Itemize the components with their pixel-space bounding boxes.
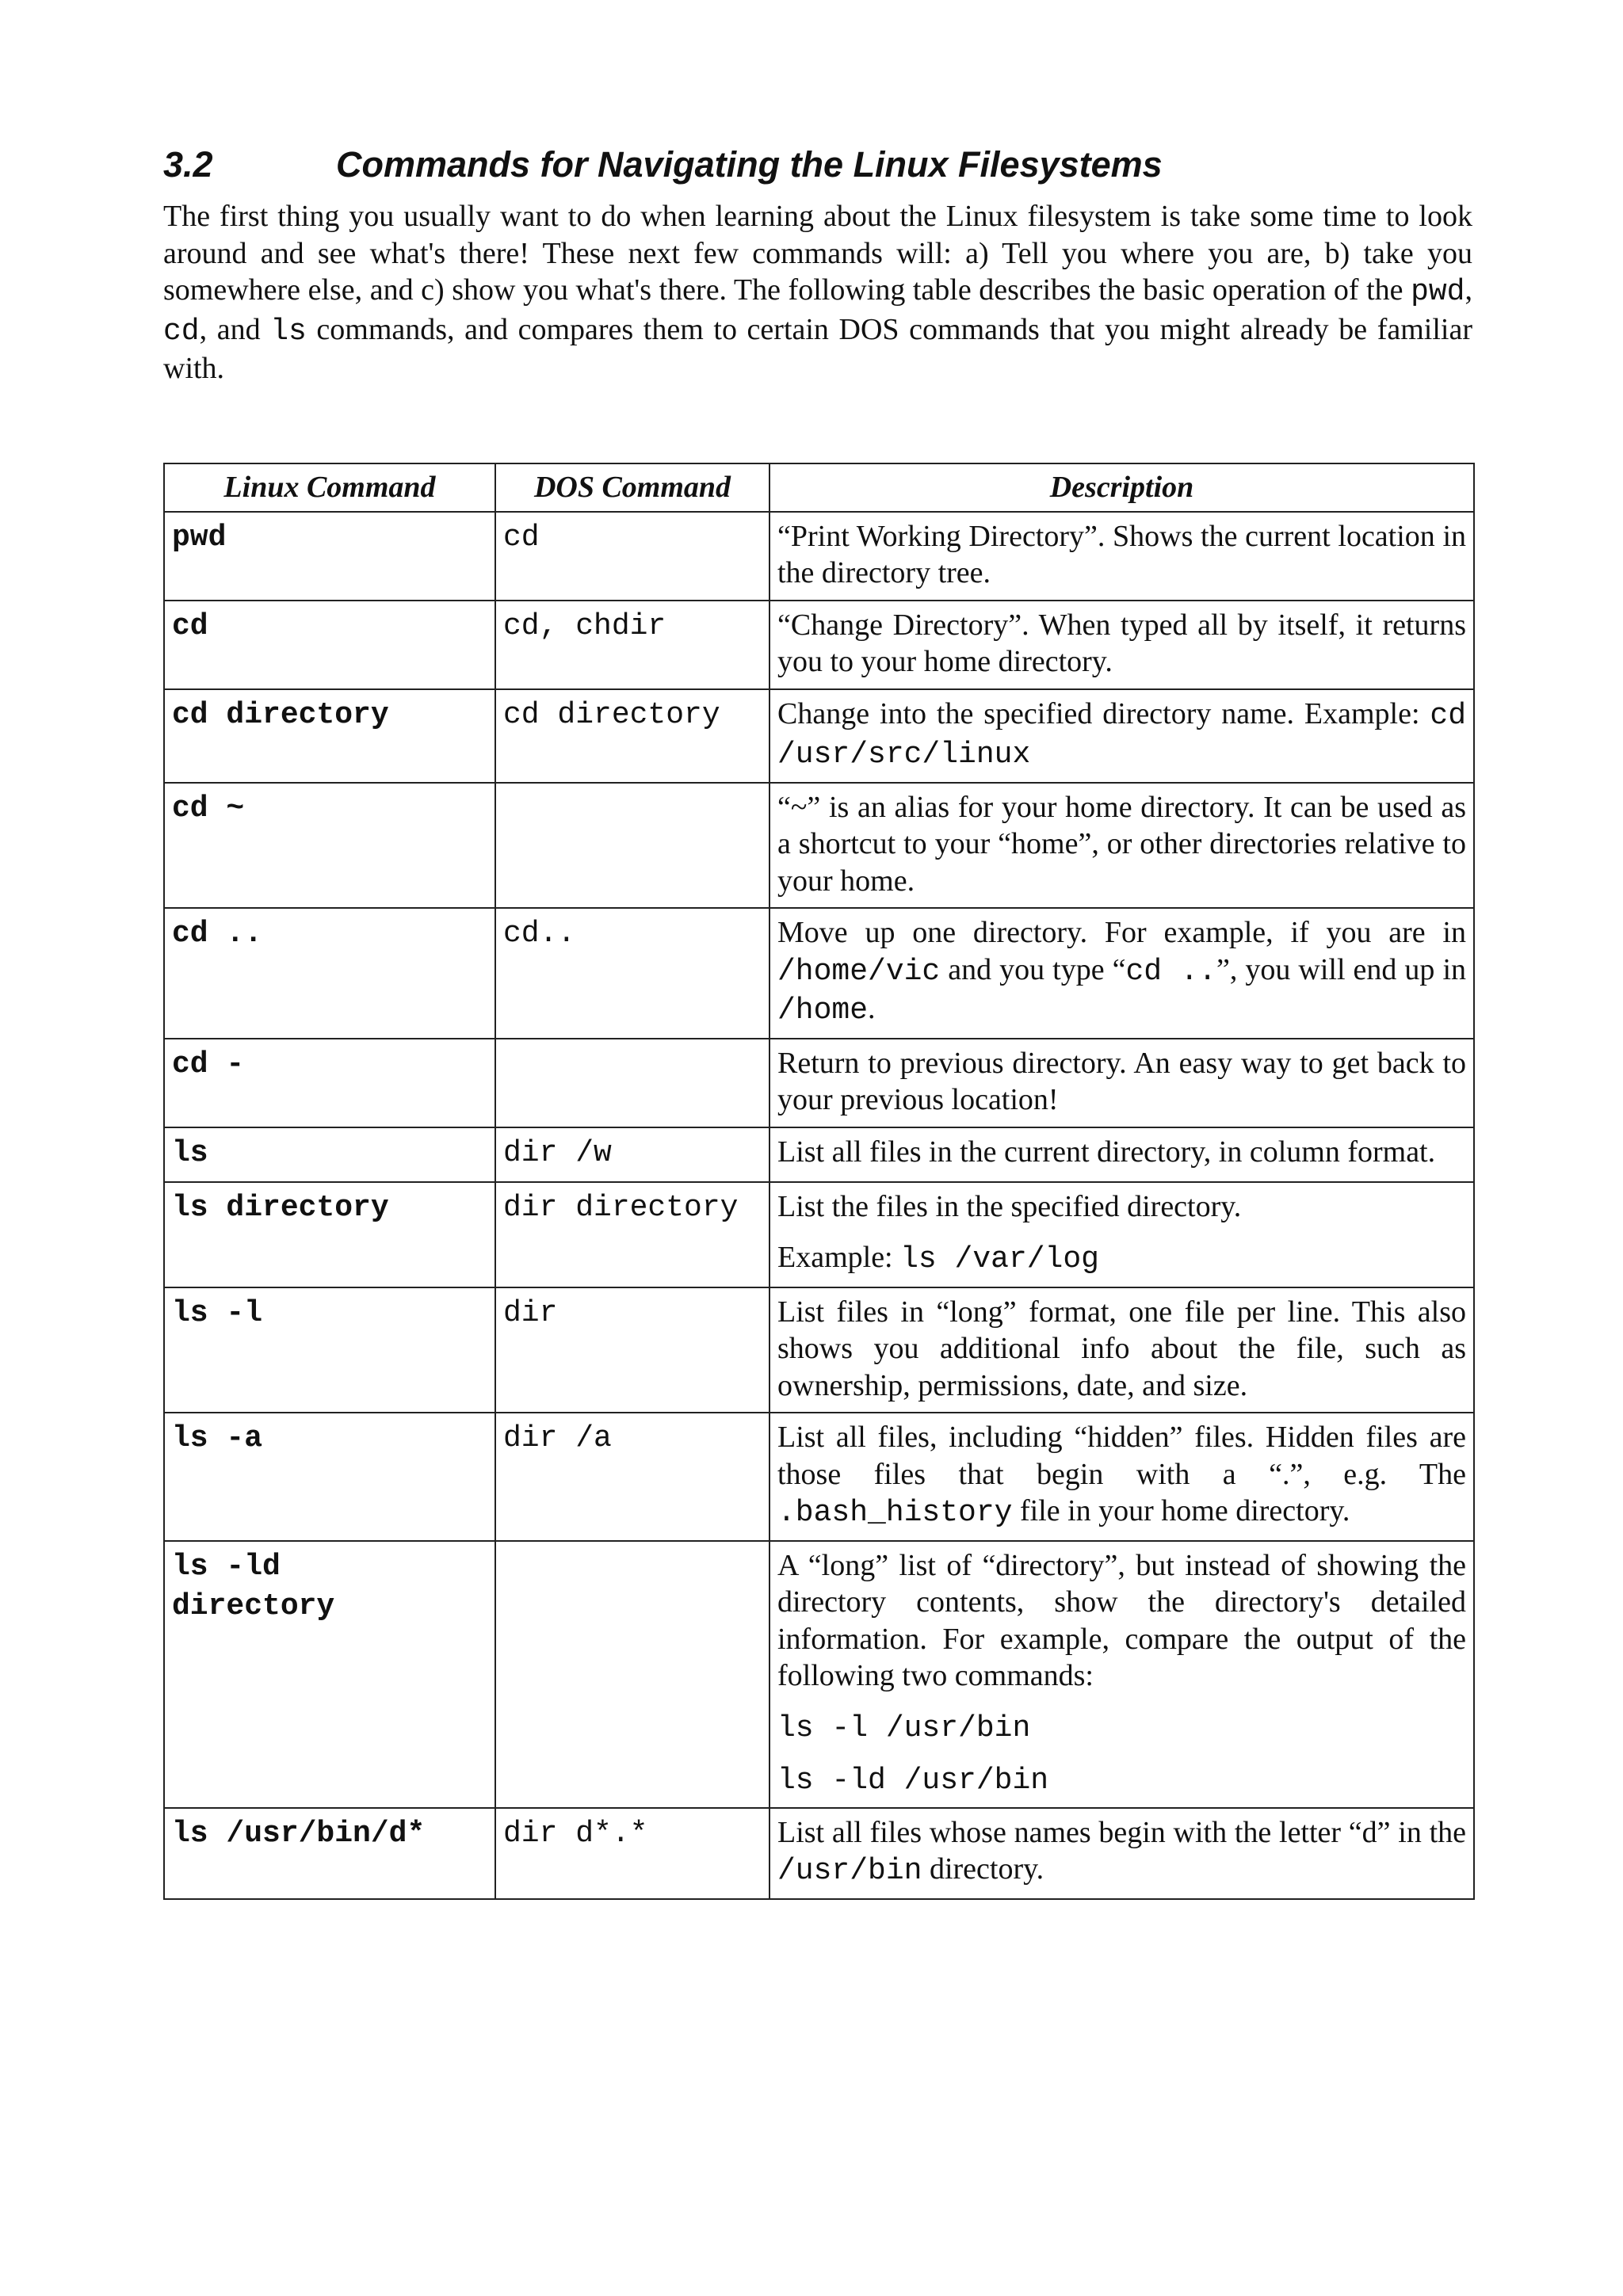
linux-command-cell: cd directory [164,689,495,783]
linux-command-cell: ls /usr/bin/d* [164,1808,495,1899]
table-row [164,689,1474,783]
description-code: cd /usr/src/linux [777,698,1466,772]
table-row [164,783,1474,909]
description-text: Example: [777,1241,901,1274]
linux-command-cell: cd .. [164,908,495,1039]
description-cell [769,783,1474,909]
dos-command-cell: cd, chdir [495,601,769,689]
description-cell [769,1127,1474,1182]
description-code: /home [777,994,869,1028]
dos-command-cell: dir d*.* [495,1808,769,1899]
description-text: directory. [922,1852,1044,1886]
description-code: cd .. [1125,954,1217,989]
linux-command-cell [164,1541,495,1808]
description-code-line: ls -l /usr/bin [777,1711,1031,1745]
description-text: List files in “long” format, one file per line. This also shows you additional info about the file, such as ownership, permissions, date, and size. [777,1295,1466,1402]
description-cell [769,1287,1474,1413]
intro-paragraph [163,198,1472,387]
linux-command-line-1: ls -ld [172,1549,281,1584]
description-cell [769,512,1474,601]
dos-command-cell [495,783,769,909]
description-cell [769,1413,1474,1541]
table-row [164,908,1474,1039]
linux-command-line-2: directory [172,1589,335,1623]
description-text: Return to previous directory. An easy way to get back to your previous location! [777,1046,1466,1116]
table-row [164,1808,1474,1899]
linux-command-cell: cd ~ [164,783,495,909]
header-linux-command: Linux Command [164,463,495,512]
linux-command-cell: pwd [164,512,495,601]
description-text: “Change Directory”. When typed all by itself, it returns you to your home directory. [777,608,1466,678]
intro-code-cd: cd [163,314,200,349]
description-code: ls /var/log [900,1242,1099,1276]
table-row [164,601,1474,689]
description-text: “~” is an alias for your home directory. It can be used as a shortcut to your “home”, or other directories relative to your home. [777,790,1466,898]
dos-command-cell: cd directory [495,689,769,783]
header-description: Description [769,463,1474,512]
dos-command-cell: cd.. [495,908,769,1039]
dos-command-cell: dir /a [495,1413,769,1541]
header-dos-command: DOS Command [495,463,769,512]
description-text: Change into the specified directory name. Example: [777,696,1430,730]
linux-command-cell: ls [164,1127,495,1182]
table-row [164,1182,1474,1287]
section-heading [163,143,1472,187]
section-number: 3.2 [163,144,213,185]
description-code: /home/vic [777,954,941,989]
table-row [164,1287,1474,1413]
description-text: ”, you will end up in [1216,952,1467,986]
linux-command-cell: ls -l [164,1287,495,1413]
intro-text-2: , [1465,273,1472,307]
intro-text-4: commands, and compares them to certain DOS commands that you might already be familiar with. [163,312,1472,385]
description-text: List all files, including “hidden” files. Hidden files are those files that begin with a “.”, e.g. The [777,1421,1466,1491]
description-text: . [868,992,876,1025]
description-text: List all files whose names begin with the letter “d” in the [777,1815,1466,1849]
description-code: .bash_history [777,1496,1013,1530]
description-text: “Print Working Directory”. Shows the current location in the directory tree. [777,519,1466,589]
commands-table [163,463,1475,1900]
linux-command-cell: ls directory [164,1182,495,1287]
table-row [164,1039,1474,1127]
description-code: /usr/bin [777,1854,922,1888]
intro-text-3: , and [199,312,271,346]
description-text: List the files in the specified directory. [777,1189,1242,1223]
description-cell [769,601,1474,689]
description-text: file in your home directory. [1012,1494,1350,1527]
document-page [163,143,1472,1888]
dos-command-cell: cd [495,512,769,601]
section-title: Commands for Navigating the Linux Filesystems [336,144,1163,185]
description-text: List all files in the current directory, in column format. [777,1135,1436,1169]
description-example [777,1239,1466,1279]
description-cell [769,1808,1474,1899]
description-text: A “long” list of “directory”, but instead of showing the directory contents, show the directory's detailed information. For example, compare the output of the following two commands: [777,1548,1466,1692]
dos-command-cell: dir directory [495,1182,769,1287]
linux-command-cell: cd [164,601,495,689]
description-text: and you type “ [940,952,1126,986]
description-text: Move up one directory. For example, if you are in [777,916,1466,949]
dos-command-cell: dir [495,1287,769,1413]
table-row [164,1541,1474,1808]
dos-command-cell [495,1541,769,1808]
intro-code-pwd: pwd [1411,275,1465,309]
description-cell [769,1039,1474,1127]
table-row [164,1127,1474,1182]
description-cell [769,689,1474,783]
dos-command-cell: dir /w [495,1127,769,1182]
linux-command-cell: cd - [164,1039,495,1127]
description-cell [769,1541,1474,1808]
description-code-line: ls -ld /usr/bin [777,1763,1049,1798]
intro-code-ls: ls [270,314,307,349]
table-header-row [164,463,1474,512]
dos-command-cell [495,1039,769,1127]
linux-command-cell: ls -a [164,1413,495,1541]
table-row [164,1413,1474,1541]
table-row [164,512,1474,601]
description-cell [769,1182,1474,1287]
intro-text-1: The first thing you usually want to do when learning about the Linux filesystem is take some time to look around and see what's there! These next few commands will: a) Tell you where you are, b) take you somewhere else, and c) show you what's there. The following table describes the basic operation of the [163,200,1472,307]
description-cell [769,908,1474,1039]
